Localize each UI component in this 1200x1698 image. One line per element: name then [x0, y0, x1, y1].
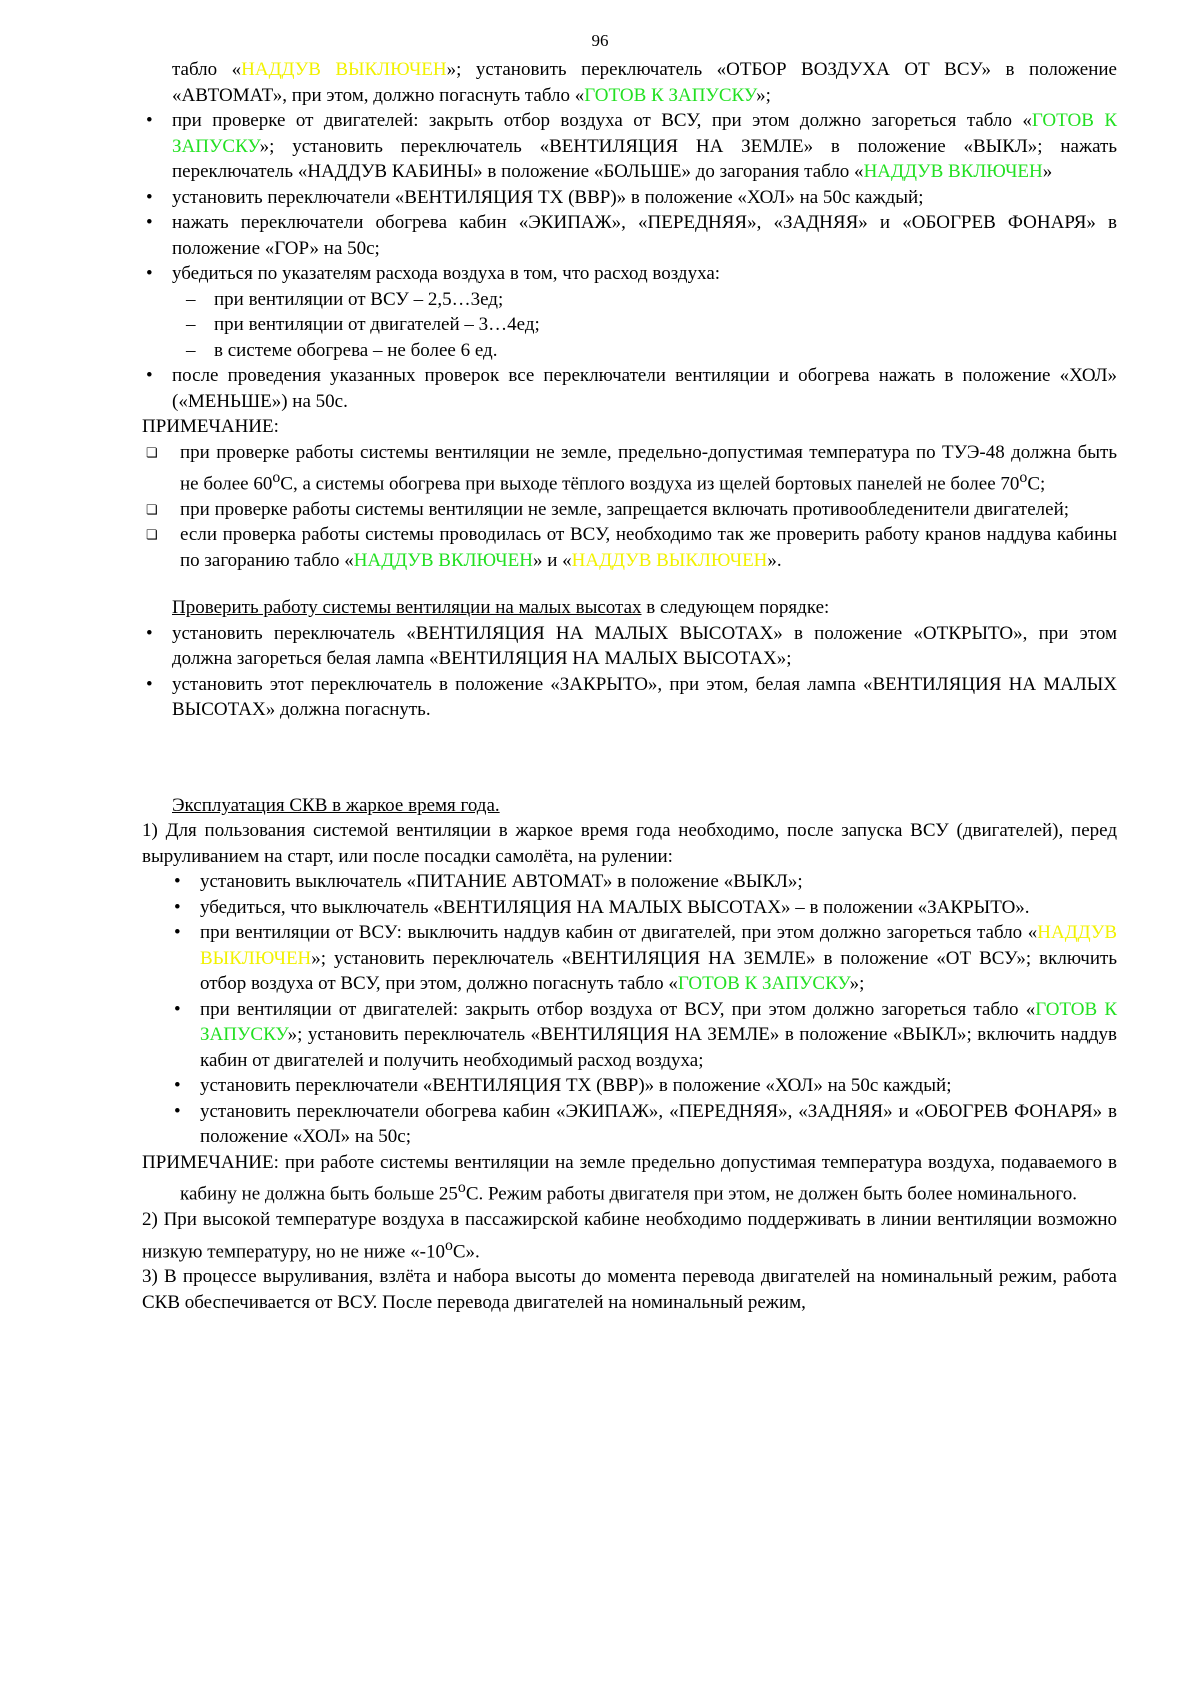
numbered-paragraph: 1) Для пользования системой вентиляции в жаркое время года необходимо, после запуска ВСУ (двигателей), перед выруливанием на старт, или после посадки самолёта, на рулении: — [142, 820, 1117, 867]
page-number: 96 — [591, 31, 609, 50]
text-run: ПРИМЕЧАНИЕ: при работе системы вентиляции на земле предельно допустимая температура воздуха, подаваемого в кабину не должна быть больше 25 — [142, 1151, 1117, 1205]
bullet-item: • нажать переключатели обогрева кабин «ЭКИПАЖ», «ПЕРЕДНЯЯ», «ЗАДНЯЯ» и «ОБОГРЕВ ФОНАРЯ» в положение «ГОР» на 50с; — [142, 210, 1117, 261]
indicator-label-yellow: НАДДУВ ВЫКЛЮЧЕН — [571, 549, 768, 571]
text-run: »; установить переключатель «ОТБОР ВОЗДУХА ОТ ВСУ» в положение «АВТОМАТ», при этом, должно погаснуть табло « — [172, 59, 1117, 106]
note-item — [142, 522, 1117, 573]
bullet-item: • установить переключатели «ВЕНТИЛЯЦИЯ ТХ (ВВР)» в положение «ХОЛ» на 50с каждый; — [142, 185, 1117, 211]
bullet-item — [142, 920, 1117, 997]
indicator-label-green: НАДДУВ ВКЛЮЧЕН — [863, 161, 1043, 182]
degree-mark: о — [444, 1236, 453, 1254]
text-run: при вентиляции от двигателей: закрыть отбор воздуха от ВСУ, при этом должно загореться табло « — [200, 998, 1036, 1020]
degree-mark: о — [1019, 469, 1028, 486]
bullet-item: • установить переключатель «ВЕНТИЛЯЦИЯ НА МАЛЫХ ВЫСОТАХ» в положение «ОТКРЫТО», при этом должна загореться белая лампа «ВЕНТИЛЯЦИЯ НА МАЛЫХ ВЫСОТАХ»; — [142, 621, 1117, 672]
bullet-item: • после проведения указанных проверок все переключатели вентиляции и обогрева нажать в положение «ХОЛ» («МЕНЬШЕ») на 50с. — [142, 363, 1117, 414]
text-run: С, а системы обогрева при выходе тёплого воздуха из щелей бортовых панелей не более 70 — [280, 473, 1020, 495]
bullet-item: • установить выключатель «ПИТАНИЕ АВТОМАТ» в положение «ВЫКЛ»; — [142, 869, 1117, 895]
note-heading: ПРИМЕЧАНИЕ: — [142, 416, 279, 437]
bullet-item: • убедиться, что выключатель «ВЕНТИЛЯЦИЯ НА МАЛЫХ ВЫСОТАХ» – в положении «ЗАКРЫТО». — [142, 895, 1117, 921]
text-run: С; — [1027, 473, 1046, 495]
indicator-label-green: ГОТОВ К ЗАПУСКУ — [200, 998, 1117, 1046]
text-run: если проверка работы системы проводилась от ВСУ, необходимо так же проверить работу кранов наддува кабины по загоранию табло « — [180, 524, 1117, 571]
bullet-item: • установить переключатели обогрева кабин «ЭКИПАЖ», «ПЕРЕДНЯЯ», «ЗАДНЯЯ» и «ОБОГРЕВ ФОНАРЯ» в положение «ХОЛ» на 50с; — [142, 1099, 1117, 1150]
section-heading — [142, 793, 1117, 819]
text-run: »; — [756, 84, 771, 106]
note-paragraph — [142, 1150, 1117, 1207]
text-run: С». — [452, 1240, 480, 1262]
bullet-item: • убедиться по указателям расхода воздуха в том, что расход воздуха: — [142, 261, 1117, 287]
text-run: » — [1042, 161, 1053, 182]
bullet-item — [142, 108, 1117, 185]
text-run: в следующем порядке: — [641, 597, 830, 619]
numbered-paragraph — [142, 1207, 1117, 1264]
bullet-item: • установить этот переключатель в положение «ЗАКРЫТО», при этом, белая лампа «ВЕНТИЛЯЦИЯ НА МАЛЫХ ВЫСОТАХ» должна погаснуть. — [142, 672, 1117, 723]
text-run: »; установить переключатель «ВЕНТИЛЯЦИЯ НА ЗЕМЛЕ» в положение «ВЫКЛ»; нажать переключатель «НАДДУВ КАБИНЫ» в положение «БОЛЬШЕ» до загорания табло « — [172, 135, 1117, 182]
indicator-label-green: ГОТОВ К ЗАПУСКУ — [584, 84, 757, 106]
indicator-label-yellow: НАДДУВ ВЫКЛЮЧЕН — [200, 922, 1117, 969]
indicator-label-yellow: НАДДУВ ВЫКЛЮЧЕН — [241, 59, 447, 80]
indicator-label-green: ГОТОВ К ЗАПУСКУ — [677, 973, 850, 995]
section-heading-underlined: Проверить работу системы вентиляции на малых высотах — [172, 597, 642, 619]
text-run: при проверке от двигателей: закрыть отбор воздуха от ВСУ, при этом должно загореться табло « — [172, 110, 1032, 131]
bullet-item — [142, 997, 1117, 1074]
dash-item: – при вентиляции от ВСУ – 2,5…3ед; — [142, 287, 1117, 313]
section-intro — [142, 595, 1117, 621]
text-run: ». — [767, 549, 782, 571]
dash-item: – в системе обогрева – не более 6 ед. — [142, 338, 1117, 364]
numbered-paragraph: 3) В процессе выруливания, взлёта и набора высоты до момента перевода двигателей на номинальный режим, работа СКВ обеспечивается от ВСУ. После перевода двигателей на номинальный режим, — [142, 1266, 1117, 1313]
paragraph-continuation — [142, 57, 1117, 108]
text-run: »; — [849, 973, 865, 995]
degree-mark: о — [457, 1179, 466, 1197]
indicator-label-green: ГОТОВ К ЗАПУСКУ — [172, 110, 1117, 157]
text-run: »; установить переключатель «ВЕНТИЛЯЦИЯ НА ЗЕМЛЕ» в положение «ВЫКЛ»; включить наддув кабин от двигателей и получить необходимый расход воздуха; — [200, 1024, 1117, 1071]
dash-item: – при вентиляции от двигателей – 3…4ед; — [142, 312, 1117, 338]
note-item: ❏ при проверке работы системы вентиляции не земле, запрещается включать противообледенители двигателей; — [142, 497, 1117, 523]
indicator-label-green: НАДДУВ ВКЛЮЧЕН — [353, 549, 533, 571]
section-heading-underlined: Эксплуатация СКВ в жаркое время года. — [172, 794, 500, 816]
text-run: 2) При высокой температуре воздуха в пассажирской кабине необходимо поддерживать в линии вентиляции возможно низкую температуру, но не ниже «-10 — [142, 1209, 1117, 1262]
degree-mark: о — [272, 469, 281, 486]
text-run: при проверке работы системы вентиляции не земле, предельно-допустимая температура по ТУЭ-48 должна быть не более 60 — [180, 441, 1117, 495]
text-run: »; установить переключатель «ВЕНТИЛЯЦИЯ НА ЗЕМЛЕ» в положение «ОТ ВСУ»; включить отбор воздуха от ВСУ, при этом, должно погаснуть табло « — [200, 947, 1117, 995]
text-run: табло « — [172, 59, 242, 80]
bullet-item: • установить переключатели «ВЕНТИЛЯЦИЯ ТХ (ВВР)» в положение «ХОЛ» на 50с каждый; — [142, 1073, 1117, 1099]
note-item — [142, 440, 1117, 497]
text-run: » и « — [532, 549, 572, 571]
text-run: при вентиляции от ВСУ: выключить наддув кабин от двигателей, при этом должно загореться табло « — [200, 922, 1038, 944]
document-body — [142, 57, 1117, 1315]
text-run: С. Режим работы двигателя при этом, не должен быть более номинального. — [465, 1183, 1077, 1205]
